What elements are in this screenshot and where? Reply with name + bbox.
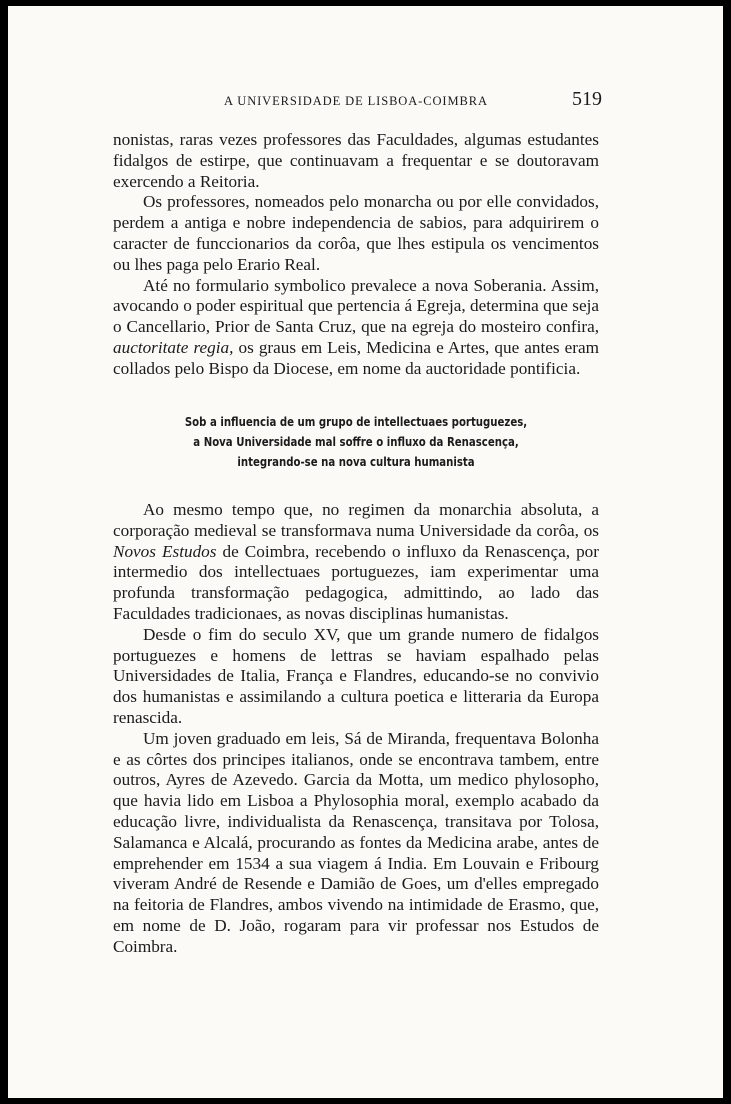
latin-phrase: auctoritate regia, — [113, 337, 234, 357]
running-head: A UNIVERSIDADE DE LISBOA-COIMBRA — [224, 94, 488, 108]
text-block-top — [113, 130, 599, 380]
paragraph-mesmo-tempo — [113, 500, 599, 625]
paragraph-text: de Coimbra, recebendo o influxo da Renascença, por intermedio dos intellectuaes portuguezes, iam experimentar uma profunda transformação pedagogica, admittindo, ao lado das Faculdades tradicionaes, as novas disciplinas humanistas. — [113, 541, 599, 623]
heading-line: Sob a influencia de um grupo de intellectuaes portuguezes, — [184, 414, 528, 429]
paragraph-text: Ao mesmo tempo que, no regimen da monarchia absoluta, a corporação medieval se transformava numa Universidade da corôa, os — [113, 500, 599, 540]
paragraph-seculo-xv: Desde o fim do seculo XV, que um grande numero de fidalgos portuguezes e homens de lettras se haviam espalhado pelas Universidades de Italia, França e Flandres, educando-se no convivio dos humanistas e assimilando a cultura poetica e litteraria da Europa renascida. — [113, 624, 599, 727]
paragraph-text: os graus em Leis, Medicina e Artes, que antes eram collados pelo Bispo da Diocese, em nome da auctoridade pontificia. — [113, 337, 599, 378]
paragraph-text: Até no formulario symbolico prevalece a nova Soberania. Assim, avocando o poder espiritual que pertencia á Egreja, determina que seja o Cancellario, Prior de Santa Cruz, que na egreja do mosteiro confira, — [113, 275, 599, 337]
heading-line: a Nova Universidade mal soffre o influxo da Renascença, — [193, 434, 519, 449]
book-page — [8, 6, 723, 1098]
page-header — [120, 88, 602, 112]
page-number: 519 — [572, 88, 602, 110]
paragraph-formulario — [113, 276, 599, 380]
paragraph-professores: Os professores, nomeados pelo monarcha ou por elle convidados, perdem a antiga e nobre independencia de sabios, para adquirirem o caracter de funccionarios da corôa, que lhes estipula os vencimentos ou lhes paga pelo Erario Real. — [113, 192, 599, 274]
paragraph-continuation: nonistas, raras vezes professores das Faculdades, algumas estudantes fidalgos de estirpe, que continuavam a frequentar e se doutoravam exercendo a Reitoria. — [113, 130, 599, 191]
heading-line: integrando-se na nova cultura humanista — [237, 454, 475, 469]
paragraph-sa-de-miranda: Um joven graduado em leis, Sá de Miranda, frequentava Bolonha e as côrtes dos principes italianos, onde se encontrava tambem, entre outros, Ayres de Azevedo. Garcia da Motta, um medico phylosopho, que havia lido em Lisboa a Phylosophia moral, exemplo acabado da educação livre, individualista da Renascença, transitava por Tolosa, Salamanca e Alcalá, procurando as fontes da Medicina arabe, antes de emprehender em 1534 a sua viagem á India. Em Louvain e Fribourg viveram André de Resende e Damião de Goes, um d'elles empregado na feitoria de Flandres, ambos vivendo na intimidade de Erasmo, que, em nome de D. João, rogaram para vir professar nos Estudos de Coimbra. — [113, 728, 599, 956]
title-novos-estudos: Novos Estudos — [113, 541, 217, 561]
text-block-bottom — [113, 500, 599, 958]
section-heading — [157, 412, 556, 472]
